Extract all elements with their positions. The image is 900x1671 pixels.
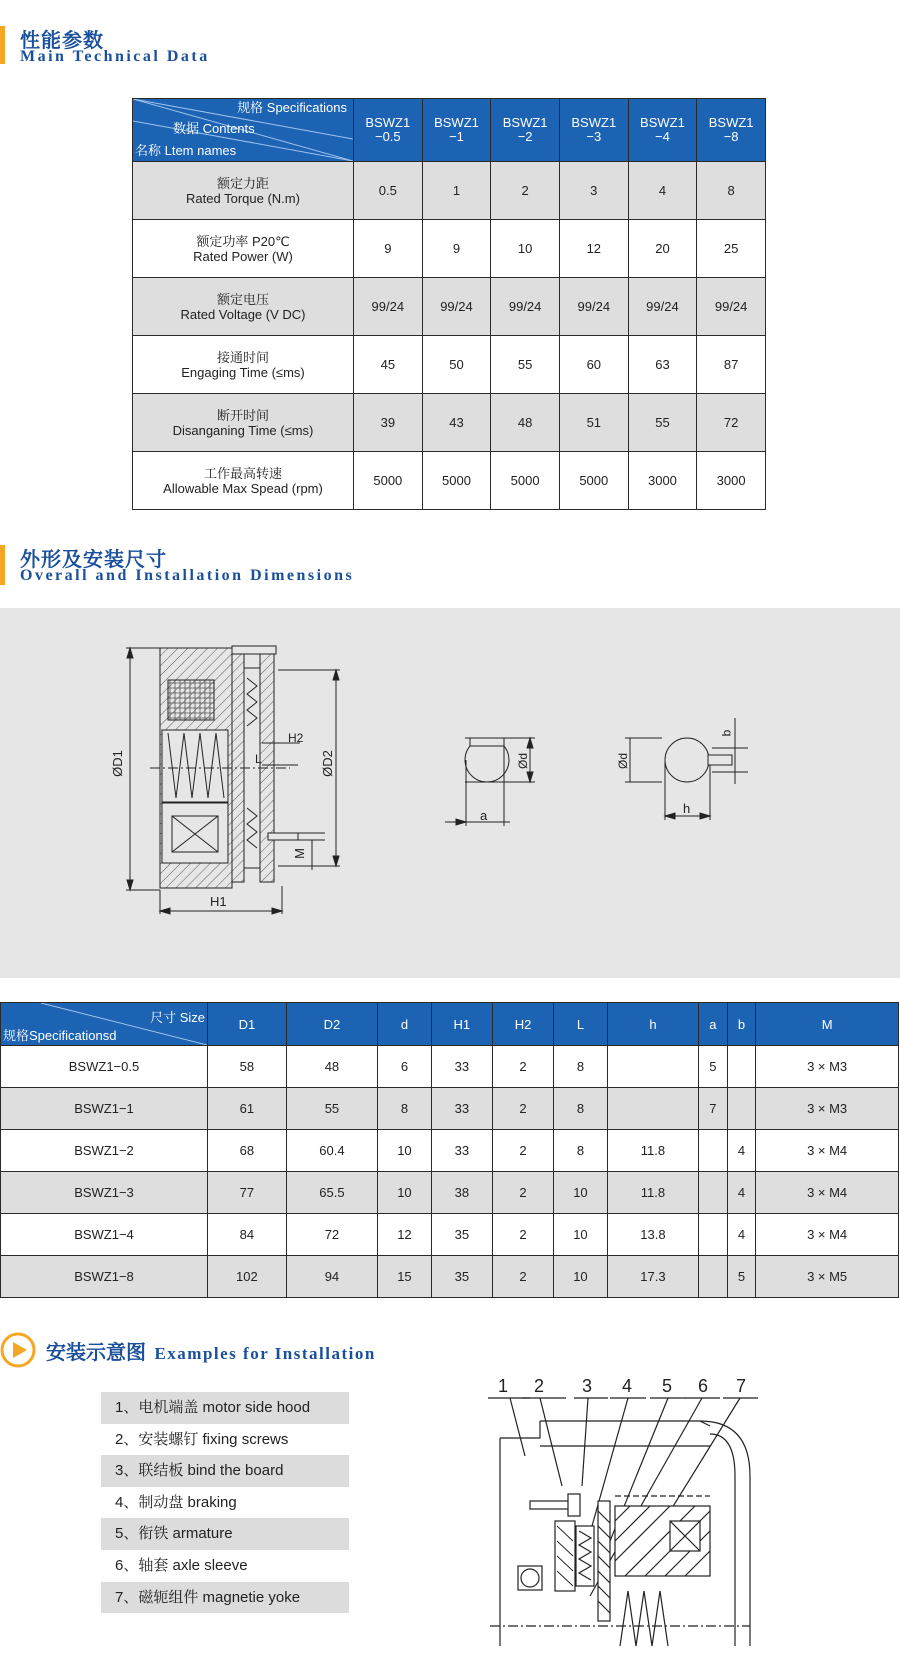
model-header: BSWZ1 −4 (628, 99, 697, 162)
section-title-en: Main Technical Data (20, 48, 210, 65)
table-row (133, 336, 766, 394)
model-header: BSWZ1 −2 (491, 99, 560, 162)
label-a: a (480, 808, 488, 823)
table-cell: 72 (286, 1214, 377, 1256)
section-accent-bar (0, 545, 5, 585)
column-header: H2 (492, 1003, 553, 1046)
list-item: 1、电机端盖 motor side hood (101, 1392, 349, 1424)
table-cell: 4 (727, 1172, 756, 1214)
table-cell: 8 (554, 1130, 608, 1172)
table-cell: 99/24 (491, 278, 560, 336)
table-cell: 68 (208, 1130, 287, 1172)
dimension-table (0, 1002, 899, 1298)
table-cell: 2 (492, 1172, 553, 1214)
model-header: BSWZ1 −3 (559, 99, 628, 162)
install-number-4: 4 (622, 1376, 633, 1396)
table-cell: 5000 (559, 452, 628, 510)
model-cell: BSWZ1−0.5 (1, 1046, 208, 1088)
table-cell: 9 (422, 220, 491, 278)
install-number-2: 2 (534, 1376, 545, 1396)
table-cell (699, 1214, 728, 1256)
table-cell: 2 (492, 1088, 553, 1130)
list-item: 3、联结板 bind the board (101, 1455, 349, 1487)
table-cell: 43 (422, 394, 491, 452)
list-item: 6、轴套 axle sleeve (115, 1556, 248, 1574)
column-header: a (699, 1003, 728, 1046)
table-cell: 8 (554, 1088, 608, 1130)
table-cell: 5000 (491, 452, 560, 510)
table-cell: 10 (378, 1130, 432, 1172)
table-cell: 33 (431, 1046, 492, 1088)
table-cell: 8 (697, 162, 766, 220)
model-header: BSWZ1 −8 (697, 99, 766, 162)
table-cell (727, 1088, 756, 1130)
corner-header-cell (133, 99, 354, 162)
table-cell: 55 (286, 1088, 377, 1130)
section-title-cn: 性能参数 (20, 28, 104, 52)
table-cell: 3 × M4 (756, 1214, 899, 1256)
table-cell (699, 1130, 728, 1172)
column-header: D1 (208, 1003, 287, 1046)
table-cell: 33 (431, 1088, 492, 1130)
list-item: 7、磁轭组件 magnetie yoke (101, 1582, 349, 1614)
table-header-row (133, 99, 766, 162)
table-cell: 11.8 (607, 1172, 698, 1214)
table-row (1, 1172, 899, 1214)
table-cell: 20 (628, 220, 697, 278)
table-cell: 33 (431, 1130, 492, 1172)
label-d-shaft1: Ød (516, 752, 531, 770)
table-cell: 2 (492, 1046, 553, 1088)
play-icon (0, 1332, 36, 1368)
model-cell: BSWZ1−2 (1, 1130, 208, 1172)
table-cell: 4 (727, 1214, 756, 1256)
model-cell: BSWZ1−4 (1, 1214, 208, 1256)
part-legend (101, 1392, 349, 1613)
model-cell: BSWZ1−3 (1, 1172, 208, 1214)
install-number-1: 1 (498, 1376, 509, 1396)
list-item: 5、衔铁 armature (101, 1518, 349, 1550)
table-cell: 99/24 (559, 278, 628, 336)
model-cell: BSWZ1−8 (1, 1256, 208, 1298)
installation-drawing (480, 1376, 810, 1656)
table-cell: 58 (208, 1046, 287, 1088)
table-cell: 10 (378, 1172, 432, 1214)
corner-spec-label: 规格 Specifications (237, 100, 347, 115)
table-cell: 39 (354, 394, 423, 452)
install-title (46, 1336, 376, 1365)
table-cell: 15 (378, 1256, 432, 1298)
table-row (1, 1130, 899, 1172)
table-cell: 2 (492, 1214, 553, 1256)
install-title-cn: 安装示意图 (46, 1340, 146, 1364)
list-item: 4、制动盘 braking (115, 1493, 237, 1511)
table-cell: 99/24 (628, 278, 697, 336)
table-cell: 12 (559, 220, 628, 278)
label-d-shaft2: Ød (616, 752, 631, 770)
table-cell: 3 × M3 (756, 1088, 899, 1130)
table-cell: 3 × M4 (756, 1130, 899, 1172)
table-cell: 35 (431, 1256, 492, 1298)
table-cell: 5 (727, 1256, 756, 1298)
table-cell: 102 (208, 1256, 287, 1298)
table-cell: 84 (208, 1214, 287, 1256)
table-cell (699, 1172, 728, 1214)
label-b: b (719, 729, 734, 737)
table-cell: 3000 (628, 452, 697, 510)
model-header: BSWZ1 −0.5 (354, 99, 423, 162)
table-cell: 8 (554, 1046, 608, 1088)
table-cell: 6 (378, 1046, 432, 1088)
table-cell: 60 (559, 336, 628, 394)
table-cell: 99/24 (697, 278, 766, 336)
column-header: L (554, 1003, 608, 1046)
table-cell: 1 (422, 162, 491, 220)
install-title-en: Examples for Installation (154, 1344, 376, 1363)
install-number-3: 3 (582, 1376, 593, 1396)
corner-contents-label: 数据 Contents (173, 121, 255, 136)
table-row (1, 1046, 899, 1088)
table-cell: 35 (431, 1214, 492, 1256)
table-cell: 2 (491, 162, 560, 220)
column-header: H1 (431, 1003, 492, 1046)
table-cell: 63 (628, 336, 697, 394)
table-cell: 61 (208, 1088, 287, 1130)
table-cell: 3 × M5 (756, 1256, 899, 1298)
label-m: M (291, 848, 307, 859)
table-cell: 45 (354, 336, 423, 394)
table-cell: 5 (699, 1046, 728, 1088)
table-cell: 55 (491, 336, 560, 394)
table-cell: 5000 (422, 452, 491, 510)
table-cell: 3000 (697, 452, 766, 510)
table-cell: 10 (491, 220, 560, 278)
table-cell: 50 (422, 336, 491, 394)
section-title-cn: 外形及安装尺寸 (20, 547, 167, 571)
table-cell: 11.8 (607, 1130, 698, 1172)
table-cell: 94 (286, 1256, 377, 1298)
label-h: h (683, 801, 691, 816)
table-row (1, 1214, 899, 1256)
column-header: M (756, 1003, 899, 1046)
column-header: b (727, 1003, 756, 1046)
table-row (1, 1256, 899, 1298)
table-cell: 4 (727, 1130, 756, 1172)
row-label: 额定功率 P20℃ Rated Power (W) (133, 220, 354, 278)
label-h1: H1 (210, 894, 227, 909)
corner-header-cell (1, 1003, 208, 1046)
table-cell: 99/24 (354, 278, 423, 336)
table-cell: 17.3 (607, 1256, 698, 1298)
row-label: 接通时间 Engaging Time (≤ms) (133, 336, 354, 394)
table-cell (607, 1088, 698, 1130)
table-cell: 0.5 (354, 162, 423, 220)
table-cell: 51 (559, 394, 628, 452)
table-cell: 3 × M3 (756, 1046, 899, 1088)
dimension-drawing (0, 608, 900, 978)
table-cell: 13.8 (607, 1214, 698, 1256)
table-cell: 65.5 (286, 1172, 377, 1214)
table-cell: 5000 (354, 452, 423, 510)
table-row (1, 1088, 899, 1130)
table-cell (699, 1256, 728, 1298)
install-number-6: 6 (698, 1376, 709, 1396)
table-cell: 48 (491, 394, 560, 452)
table-cell: 99/24 (422, 278, 491, 336)
table-row (133, 452, 766, 510)
table-cell: 12 (378, 1214, 432, 1256)
table-row (133, 278, 766, 336)
table-cell: 10 (554, 1214, 608, 1256)
table-cell: 8 (378, 1088, 432, 1130)
table-row (133, 162, 766, 220)
table-cell: 25 (697, 220, 766, 278)
section-title-en: Overall and Installation Dimensions (20, 567, 355, 584)
table-cell: 48 (286, 1046, 377, 1088)
technical-data-table (132, 98, 766, 510)
table-cell: 77 (208, 1172, 287, 1214)
install-number-5: 5 (662, 1376, 673, 1396)
table-cell (607, 1046, 698, 1088)
label-h2: H2 (288, 731, 304, 745)
table-cell: 2 (492, 1256, 553, 1298)
table-cell: 38 (431, 1172, 492, 1214)
row-label: 工作最高转速 Allowable Max Spead (rpm) (133, 452, 354, 510)
table-cell: 72 (697, 394, 766, 452)
table-cell: 7 (699, 1088, 728, 1130)
table-cell: 55 (628, 394, 697, 452)
column-header: D2 (286, 1003, 377, 1046)
table-cell: 2 (492, 1130, 553, 1172)
column-header: d (378, 1003, 432, 1046)
corner-spec-label: 规格Specificationsd (3, 1028, 117, 1043)
dimension-drawing-panel (0, 608, 900, 978)
table-header-row (1, 1003, 899, 1046)
install-number-7: 7 (736, 1376, 747, 1396)
table-cell: 60.4 (286, 1130, 377, 1172)
list-item: 2、安装螺钉 fixing screws (115, 1430, 289, 1448)
label-l: L (255, 752, 262, 766)
table-cell: 10 (554, 1172, 608, 1214)
corner-size-label: 尺寸 Size (150, 1010, 205, 1025)
table-row (133, 394, 766, 452)
row-label: 断开时间 Disanganing Time (≤ms) (133, 394, 354, 452)
model-cell: BSWZ1−1 (1, 1088, 208, 1130)
column-header: h (607, 1003, 698, 1046)
table-row (133, 220, 766, 278)
corner-names-label: 名称 Ltem names (135, 143, 237, 158)
table-cell: 3 × M4 (756, 1172, 899, 1214)
table-cell: 3 (559, 162, 628, 220)
row-label: 额定力距 Rated Torque (N.m) (133, 162, 354, 220)
label-d1: ØD1 (109, 750, 125, 777)
section-accent-bar (0, 26, 5, 64)
table-cell: 87 (697, 336, 766, 394)
row-label: 额定电压 Rated Voltage (V DC) (133, 278, 354, 336)
label-d2: ØD2 (319, 750, 335, 777)
table-cell: 9 (354, 220, 423, 278)
table-cell (727, 1046, 756, 1088)
model-header: BSWZ1 −1 (422, 99, 491, 162)
table-cell: 4 (628, 162, 697, 220)
table-cell: 10 (554, 1256, 608, 1298)
